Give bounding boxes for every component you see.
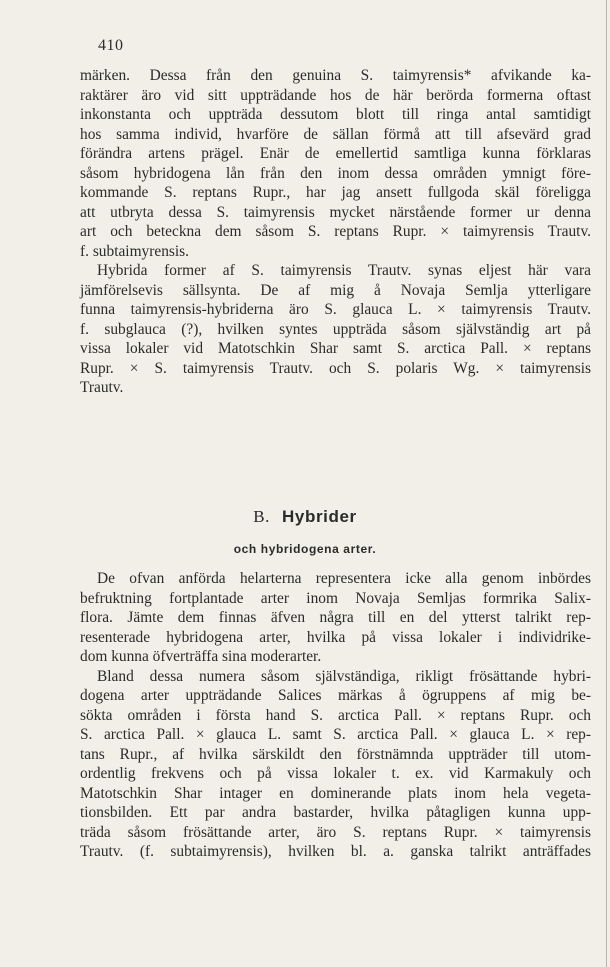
text-line: ordentlig frekvens och på vissa lokaler t. ex. vid Karmakuly och [80,765,591,782]
text-line: f. subtaimyrensis. [80,242,190,260]
page-number: 410 [98,37,124,54]
section-subtitle: och hybridogena arter. [233,542,377,556]
text-line: träda såsom frösättande arter, äro S. reptans Rupr. × taimyrensis [80,823,591,841]
paragraph-taimyrensis-forms [80,66,591,261]
text-line: hos samma individ, hvarföre de sällan förmå att till afsevärd grad [80,125,591,143]
text-line: dom kunna öfverträffa sina moderarter. [80,648,322,665]
text-line: såsom hybridogena lån från den inom dessa områden ymnigt före- [80,164,591,182]
paragraph-intro [80,569,591,667]
text-line: kommande S. reptans Rupr., har jag ansett fullgoda skäl föreligga [80,184,591,201]
paragraph-hybridogenous-species [80,667,591,862]
text-line: tionsbilden. Ett par andra bastarder, hvilka påtagligen kunna upp- [80,804,591,821]
text-line: Trautv. (f. subtaimyrensis), hvilken bl. a. ganska talrikt anträffades [80,843,591,860]
paragraph-hybrid-forms [80,261,591,398]
page-fold-line [606,0,607,967]
text-line: att utbryta dessa S. taimyrensis mycket närstående former ur denna [80,203,591,221]
text-line: Trautv. [80,379,124,396]
text-line: Hybrida former af S. taimyrensis Trautv. synas eljest här vara [97,262,591,279]
text-line: jämförelsevis sällsynta. De af mig å Novaja Semlja ytterligare [80,281,591,299]
text-line: Rupr. × S. taimyrensis Trautv. och S. polaris Wg. × taimyrensis [80,359,591,377]
text-line: tans Rupr., af hvilka särskildt den förstnämnda uppträder till utom- [80,745,591,763]
text-line: art och beteckna dem såsom S. reptans Rupr. × taimyrensis Trautv. [80,223,591,240]
section-letter: B. [253,507,271,526]
text-line: Bland dessa numera såsom självständiga, rikligt frösättande hybri- [97,667,591,685]
text-line: Matotschkin Shar intager en dominerande plats inom hela vegeta- [80,784,591,802]
text-line: vissa lokaler vid Matotschkin Shar samt S. arctica Pall. × reptans [80,340,591,357]
text-line: S. arctica Pall. × glauca L. samt S. arctica Pall. × glauca L. × rep- [80,726,591,743]
text-block-bottom [80,569,591,862]
text-line: funna taimyrensis-hybriderna äro S. glauca L. × taimyrensis Trautv. [80,301,591,318]
text-line: befruktning fortplantade arter inom Novaja Semljas formrika Salix- [80,589,591,607]
text-line: De ofvan anförda helarterna representera icke alla genom inbördes [97,570,591,587]
text-line: förändra artens prägel. Enär de emellertid samtliga kunna förklaras [80,145,591,162]
text-line: sökta områden i första hand S. arctica Pall. × reptans Rupr. och [80,706,591,724]
section-heading [0,507,610,527]
text-line: resenterade hybridogena arter, hvilka på vissa lokaler i individrike- [80,628,591,646]
text-line: flora. Jämte dem finnas äfven några till en del ytterst talrikt rep- [80,609,591,626]
text-line: inkonstanta och uppträda dessutom blott till ringa antal samtidigt [80,106,591,123]
section-title: Hybrider [282,507,357,526]
text-block-top [80,66,591,398]
text-line: f. subglauca (?), hvilken syntes uppträda såsom självständig art på [80,320,591,338]
text-line: märken. Dessa från den genuina S. taimyrensis* afvikande ka- [80,67,591,84]
text-line: dogena arter uppträdande Salices märkas å ögruppens af mig be- [80,687,591,704]
text-line: raktärer äro vid sitt uppträdande hos de här berörda formerna oftast [80,86,591,104]
